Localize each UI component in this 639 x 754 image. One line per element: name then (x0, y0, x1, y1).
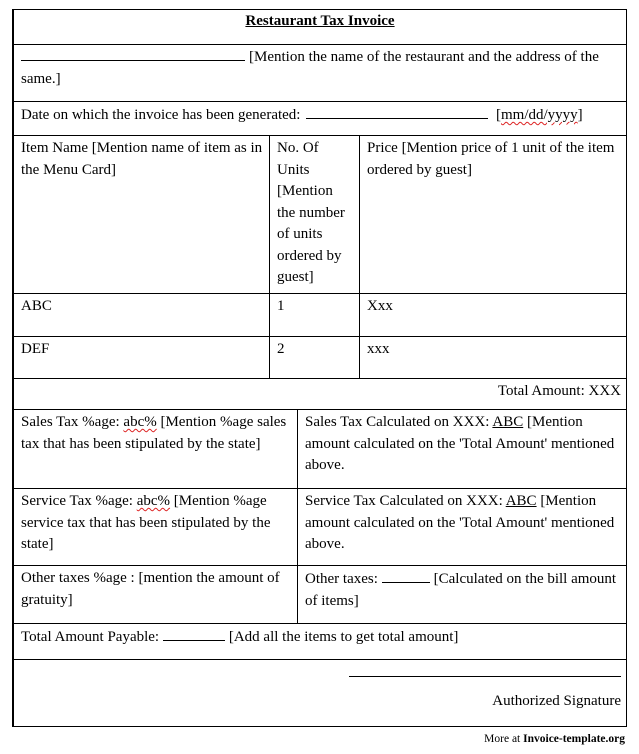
title-row (14, 10, 626, 44)
sales-tax-calc-value: ABC (492, 414, 524, 430)
signature-row (14, 659, 626, 726)
invoice-form (12, 9, 627, 727)
footer-credit (484, 733, 625, 745)
table-row (14, 336, 626, 378)
service-tax-calculated: Service Tax Calculated on XXX: ABC [Mention amount calculated on the 'Total Amount' mentioned above. (305, 493, 615, 552)
date-label: Date on which the invoice has been generated: (21, 107, 301, 123)
invoice-title: Restaurant Tax Invoice (245, 13, 395, 29)
item-name: DEF (21, 341, 50, 357)
restaurant-name-field[interactable] (21, 46, 245, 61)
total-payable-field[interactable] (163, 626, 225, 641)
total-payable-note: [Add all the items to get total amount] (228, 629, 459, 645)
total-payable-label: Total Amount Payable: (21, 629, 163, 645)
footer-prefix: More at (484, 733, 524, 745)
date-row (14, 101, 626, 135)
total-amount-row (14, 378, 626, 409)
restaurant-row (14, 44, 626, 101)
service-tax-percentage: Service Tax %age: abc% [Mention %age service tax that has been stipulated by the state] (21, 493, 271, 552)
total-amount: Total Amount: XXX (497, 383, 621, 399)
total-payable-row (14, 623, 626, 659)
table-row (14, 293, 626, 336)
date-field[interactable] (306, 104, 488, 119)
other-taxes-percentage: Other taxes %age : [mention the amount of gratuity] (21, 570, 280, 608)
restaurant-instruction: [Mention the name of the restaurant and the address of the same.] (21, 49, 599, 87)
service-tax-row (14, 488, 626, 565)
item-name: ABC (21, 298, 52, 314)
item-units: 1 (277, 298, 285, 314)
other-taxes-calculated: Other taxes: [Calculated on the bill amount of items] (298, 566, 626, 623)
date-format: [mm/dd/yyyy] (495, 107, 583, 123)
total-payable (14, 624, 626, 659)
other-taxes-field[interactable] (382, 568, 430, 583)
other-taxes-row (14, 565, 626, 623)
item-price: Xxx (367, 298, 393, 314)
items-header-row (14, 135, 626, 293)
sales-tax-row (14, 409, 626, 488)
signature-line[interactable] (349, 676, 621, 677)
service-tax-calc-value: ABC (505, 493, 537, 509)
sales-tax-calculated: Sales Tax Calculated on XXX: ABC [Mention amount calculated on the 'Total Amount' mentioned above. (305, 414, 615, 473)
header-price: Price [Mention price of 1 unit of the item ordered by guest] (367, 140, 615, 178)
item-price: xxx (367, 341, 390, 357)
signature-label: Authorized Signature (492, 693, 621, 709)
footer-site-link[interactable]: Invoice-template.org (523, 733, 625, 745)
sales-tax-percentage: Sales Tax %age: abc% [Mention %age sales tax that has been stipulated by the state] (21, 414, 287, 452)
header-units: No. Of Units [Mention the number of units ordered by guest] (277, 140, 345, 285)
header-item-name: Item Name [Mention name of item as in the Menu Card] (21, 140, 263, 178)
item-units: 2 (277, 341, 285, 357)
sales-tax-pct-value: abc% (123, 414, 157, 430)
service-tax-pct-value: abc% (136, 493, 171, 509)
